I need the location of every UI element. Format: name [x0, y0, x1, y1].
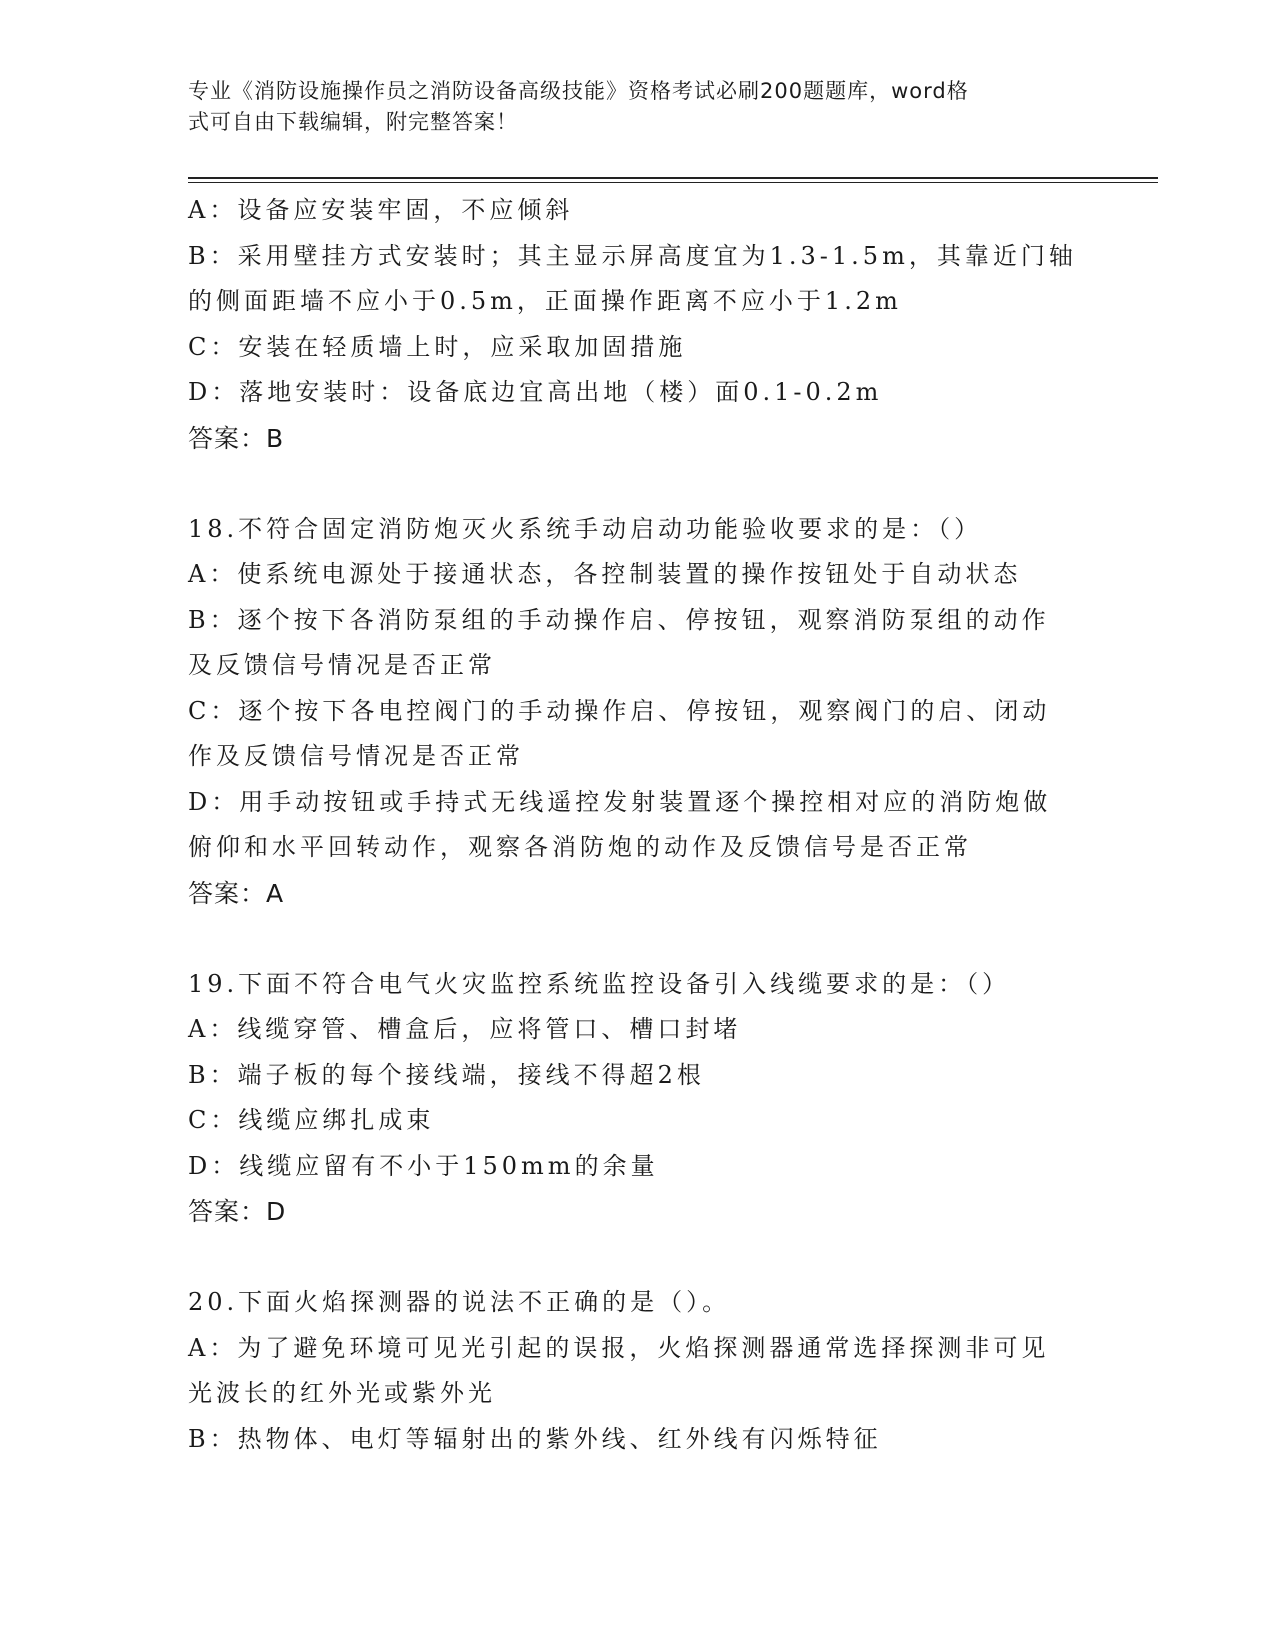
- question-stem: 19.下面不符合电气火灾监控系统监控设备引入线缆要求的是：（）: [188, 969, 1011, 998]
- spacer: [188, 1235, 1088, 1281]
- option-a: A：线缆穿管、槽盒后，应将管口、槽口封堵: [188, 1015, 742, 1043]
- answer: 答案：A: [188, 878, 285, 908]
- spacer: [188, 461, 1088, 507]
- option-b-continued: 的侧面距墙不应小于0.5m，正面操作距离不应小于1.2m: [188, 287, 902, 315]
- option-c: C：逐个按下各电控阀门的手动操作启、停按钮，观察阀门的启、闭动: [188, 696, 1051, 725]
- question-stem: 20.下面火焰探测器的说法不正确的是（）。: [188, 1288, 731, 1316]
- option-d: D：线缆应留有不小于150mm的余量: [188, 1151, 659, 1180]
- option-c-continued: 作及反馈信号情况是否正常: [188, 742, 524, 770]
- question-17-continued: [188, 188, 1088, 461]
- option-a-continued: 光波长的红外光或紫外光: [188, 1379, 496, 1407]
- header-line-2: 式可自由下载编辑，附完整答案！: [188, 110, 518, 134]
- option-a: A：使系统电源处于接通状态，各控制装置的操作按钮处于自动状态: [188, 560, 1022, 588]
- question-20: [188, 1280, 1088, 1462]
- option-b: B：端子板的每个接线端，接线不得超2根: [188, 1060, 705, 1089]
- option-c: C：线缆应绑扎成束: [188, 1106, 435, 1134]
- option-d: D：落地安装时：设备底边宜高出地（楼）面0.1-0.2m: [188, 378, 883, 406]
- document-header: [188, 76, 1068, 138]
- question-stem: 18.不符合固定消防炮灭火系统手动启动功能验收要求的是：（）: [188, 514, 983, 543]
- option-b: B：逐个按下各消防泵组的手动操作启、停按钮，观察消防泵组的动作: [188, 605, 1050, 634]
- question-18: [188, 507, 1088, 917]
- question-19: [188, 962, 1088, 1235]
- answer: 答案：B: [188, 423, 285, 453]
- option-a: A：为了避免环境可见光引起的误报，火焰探测器通常选择探测非可见: [188, 1333, 1050, 1362]
- header-divider: [188, 177, 1158, 183]
- option-b: B：采用壁挂方式安装时；其主显示屏高度宜为1.3-1.5m，其靠近门轴: [188, 241, 1077, 270]
- answer: 答案：D: [188, 1197, 287, 1226]
- option-c: C：安装在轻质墙上时，应采取加固措施: [188, 332, 687, 361]
- question-list: [188, 188, 1088, 1462]
- option-b-continued: 及反馈信号情况是否正常: [188, 651, 496, 679]
- spacer: [188, 916, 1088, 962]
- option-b: B：热物体、电灯等辐射出的紫外线、红外线有闪烁特征: [188, 1424, 882, 1453]
- option-a: A：设备应安装牢固，不应倾斜: [188, 196, 574, 224]
- option-d-continued: 俯仰和水平回转动作，观察各消防炮的动作及反馈信号是否正常: [188, 833, 972, 861]
- option-d: D：用手动按钮或手持式无线遥控发射装置逐个操控相对应的消防炮做: [188, 787, 1052, 816]
- header-line-1: 专业《消防设施操作员之消防设备高级技能》资格考试必刷200题题库，word格: [188, 79, 969, 103]
